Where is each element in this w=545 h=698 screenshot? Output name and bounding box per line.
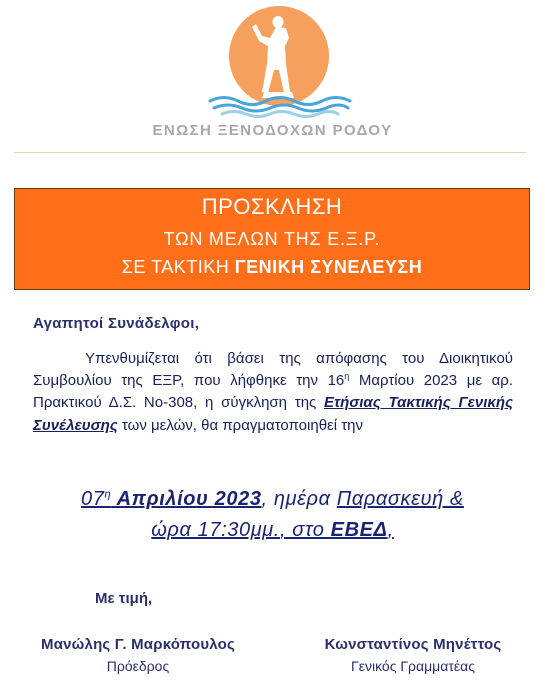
meeting-month-year: Απριλίου 2023 bbox=[111, 488, 262, 510]
meeting-weekday: Παρασκευή & bbox=[336, 488, 464, 510]
signatory-role: Γενικός Γραμματέας bbox=[351, 658, 475, 674]
meeting-date bbox=[81, 488, 262, 510]
closing-phrase: Με τιμή, bbox=[95, 590, 153, 607]
association-name: ΕΝΩΣΗ ΞΕΝΟΔΟΧΩΝ ΡΟΔΟΥ bbox=[152, 122, 393, 139]
signatory-name: Μανώλης Γ. Μαρκόπουλος bbox=[41, 636, 235, 653]
signatory-role: Πρόεδρος bbox=[106, 658, 170, 674]
association-logo bbox=[204, 4, 354, 120]
signature-secretary bbox=[300, 636, 526, 674]
meeting-text-1: , ημέρα bbox=[261, 488, 337, 510]
header-divider bbox=[14, 152, 526, 153]
paragraph-text-1: Υπενθυμίζεται ότι βάσει της απόφασης του Διοικητικού Συμβουλίου της ΕΞΡ, που λήφθηκε την 16 bbox=[33, 350, 513, 390]
paragraph-text-3: των μελών, θα πραγματοποιηθεί την bbox=[117, 416, 363, 434]
invitation-banner bbox=[14, 188, 530, 290]
salutation: Αγαπητοί Συνάδελφοι, bbox=[33, 315, 200, 332]
assembly-name: Ετήσιας Τακτικής Γενικής Συνέλευσης bbox=[33, 394, 513, 434]
ordinal-suffix: η bbox=[344, 371, 350, 382]
meeting-day: 07 bbox=[81, 488, 105, 510]
banner-subtitle: ΤΩΝ ΜΕΛΩΝ ΤΗΣ Ε.Ξ.Ρ. bbox=[163, 229, 381, 249]
meeting-day-suffix: η bbox=[104, 488, 112, 501]
banner-meeting-type bbox=[15, 255, 529, 279]
banner-meeting-bold: ΓΕΝΙΚΗ ΣΥΝΕΛΕΥΣΗ bbox=[234, 257, 423, 277]
body-paragraph bbox=[33, 348, 513, 437]
colossus-logo-icon bbox=[204, 4, 354, 120]
meeting-place: ΕΒΕΔ bbox=[330, 519, 388, 541]
banner-title: ΠΡΟΣΚΛΗΣΗ bbox=[201, 194, 343, 219]
meeting-date-highlight bbox=[0, 484, 545, 546]
meeting-text-2: , στο bbox=[279, 519, 331, 541]
signatory-name: Κωνσταντίνος Μηνέττος bbox=[324, 636, 502, 653]
meeting-time: ώρα 17:30μμ. bbox=[151, 519, 280, 541]
signature-president bbox=[18, 636, 258, 674]
banner-meeting-prefix: ΣΕ ΤΑΚΤΙΚΗ bbox=[121, 257, 235, 277]
meeting-text-end: , bbox=[387, 519, 394, 541]
paragraph-text-2: Μαρτίου 2023 με αρ. Πρακτικού Δ.Σ. Νο-308, η σύγκληση της bbox=[33, 372, 513, 412]
meeting-time-place bbox=[151, 519, 394, 541]
